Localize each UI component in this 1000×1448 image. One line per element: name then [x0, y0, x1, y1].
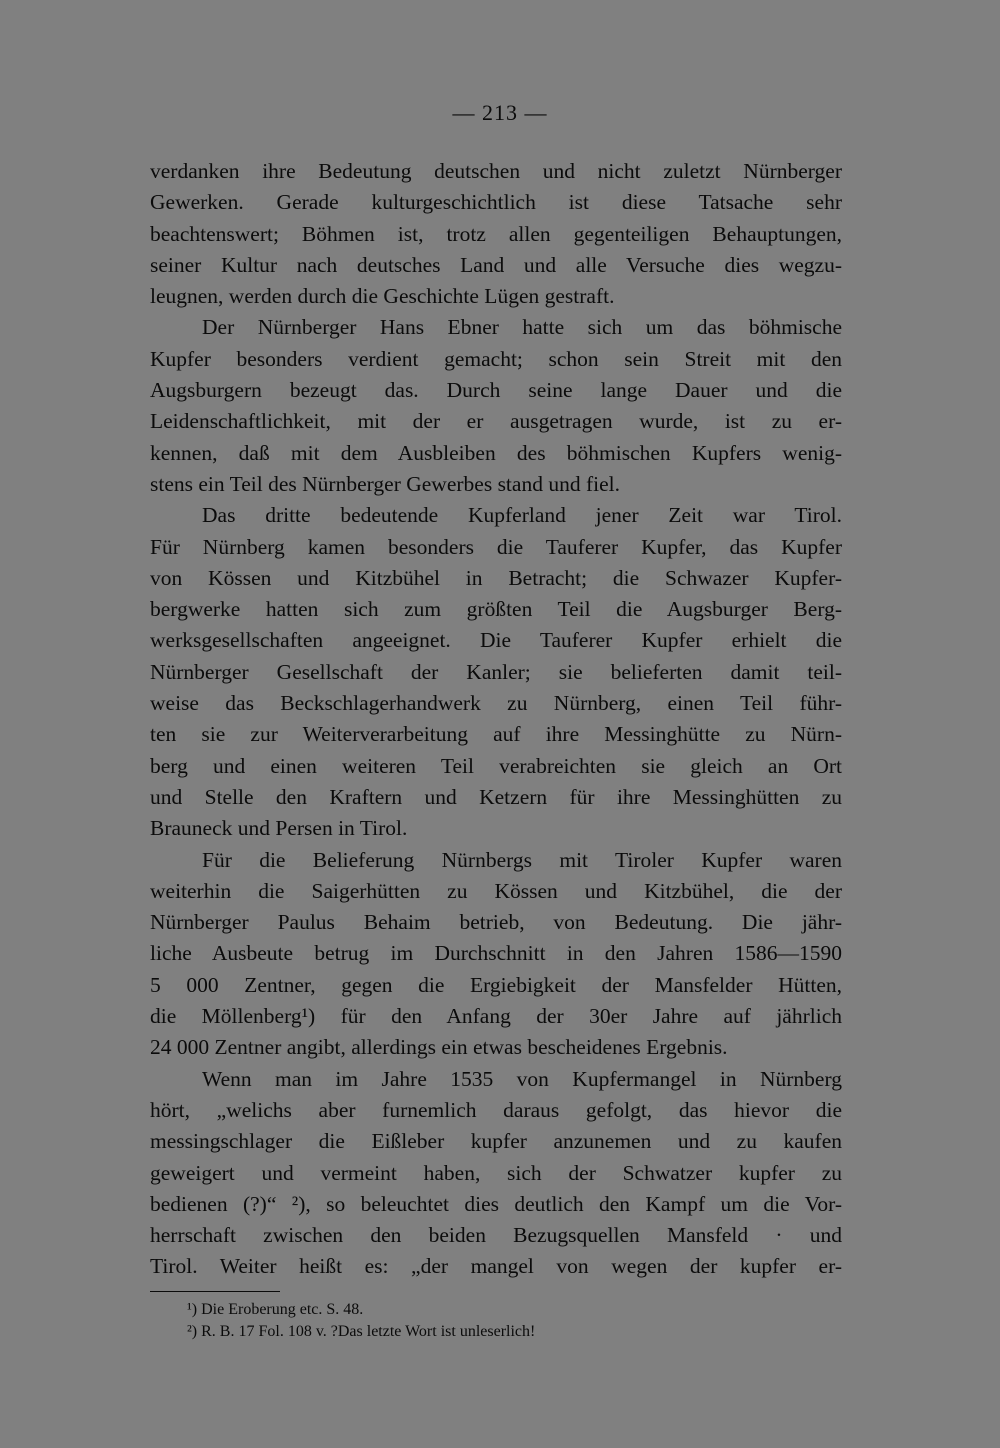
- text-line: Leidenschaftlichkeit, mit der er ausgetragen wurde, ist zu er-: [150, 409, 842, 434]
- text-line: stens ein Teil des Nürnberger Gewerbes stand und fiel.: [150, 471, 620, 496]
- text-line: hört, „welichs aber furnemlich daraus gefolgt, das hievor die: [150, 1097, 842, 1122]
- text-line: liche Ausbeute betrug im Durchschnitt in den Jahren 1586—1590: [150, 941, 842, 966]
- text-line: und Stelle den Kraftern und Ketzern für ihre Messinghütten zu: [150, 784, 842, 809]
- text-line: die Möllenberg¹) für den Anfang der 30er Jahre auf jährlich: [150, 1004, 842, 1029]
- text-line: Nürnberger Gesellschaft der Kanler; sie belieferten damit teil-: [150, 659, 842, 684]
- body-text: [150, 156, 842, 1283]
- text-line: ten sie zur Weiterverarbeitung auf ihre Messinghütte zu Nürn-: [150, 722, 842, 747]
- text-line: bedienen (?)“ ²), so beleuchtet dies deutlich den Kampf um die Vor-: [150, 1191, 842, 1216]
- text-line: seiner Kultur nach deutsches Land und alle Versuche dies wegzu-: [150, 252, 842, 277]
- text-line: 24 000 Zentner angibt, allerdings ein etwas bescheidenes Ergebnis.: [150, 1035, 728, 1060]
- text-line: messingschlager die Eißleber kupfer anzunemen und zu kaufen: [150, 1129, 842, 1154]
- text-line: Für Nürnberg kamen besonders die Tauferer Kupfer, das Kupfer: [150, 534, 842, 559]
- text-line: Nürnberger Paulus Behaim betrieb, von Bedeutung. Die jähr-: [150, 910, 842, 935]
- text-line: weise das Beckschlagerhandwerk zu Nürnberg, einen Teil führ-: [150, 691, 842, 716]
- text-line: weiterhin die Saigerhütten zu Kössen und Kitzbühel, die der: [150, 878, 842, 903]
- text-line: Tirol. Weiter heißt es: „der mangel von wegen der kupfer er-: [150, 1254, 842, 1279]
- text-line: beachtenswert; Böhmen ist, trotz allen gegenteiligen Behauptungen,: [150, 221, 842, 246]
- footnote: ¹) Die Eroberung etc. S. 48.: [187, 1301, 364, 1318]
- footnote: ²) R. B. 17 Fol. 108 v. ?Das letzte Wort ist unleserlich!: [187, 1323, 536, 1340]
- text-line: Gewerken. Gerade kulturgeschichtlich ist diese Tatsache sehr: [150, 190, 842, 215]
- page-number: — 213 —: [452, 100, 548, 125]
- text-line: Wenn man im Jahre 1535 von Kupfermangel in Nürnberg: [202, 1066, 842, 1091]
- text-line: Brauneck und Persen in Tirol.: [150, 816, 408, 841]
- text-line: 5 000 Zentner, gegen die Ergiebigkeit der Mansfelder Hütten,: [150, 972, 842, 997]
- text-line: verdanken ihre Bedeutung deutschen und nicht zuletzt Nürnberger: [150, 159, 842, 183]
- footnote-divider: [150, 1291, 280, 1292]
- text-line: von Kössen und Kitzbühel in Betracht; die Schwazer Kupfer-: [150, 565, 842, 590]
- text-line: Augsburgern bezeugt das. Durch seine lange Dauer und die: [150, 378, 842, 403]
- text-line: berg und einen weiteren Teil verabreichten sie gleich an Ort: [150, 753, 842, 778]
- text-line: Für die Belieferung Nürnbergs mit Tiroler Kupfer waren: [202, 847, 842, 872]
- text-line: werksgesellschaften angeeignet. Die Tauferer Kupfer erhielt die: [150, 628, 842, 653]
- text-line: herrschaft zwischen den beiden Bezugsquellen Mansfeld · und: [150, 1223, 842, 1248]
- footnotes: [187, 1299, 807, 1343]
- text-line: leugnen, werden durch die Geschichte Lügen gestraft.: [150, 284, 615, 309]
- text-line: Kupfer besonders verdient gemacht; schon sein Streit mit den: [150, 346, 842, 371]
- text-line: Das dritte bedeutende Kupferland jener Zeit war Tirol.: [202, 503, 842, 528]
- text-line: Der Nürnberger Hans Ebner hatte sich um das böhmische: [202, 315, 842, 340]
- text-line: bergwerke hatten sich zum größten Teil die Augsburger Berg-: [150, 597, 842, 622]
- text-line: geweigert und vermeint haben, sich der Schwatzer kupfer zu: [150, 1160, 842, 1185]
- text-line: kennen, daß mit dem Ausbleiben des böhmischen Kupfers wenig-: [150, 440, 842, 465]
